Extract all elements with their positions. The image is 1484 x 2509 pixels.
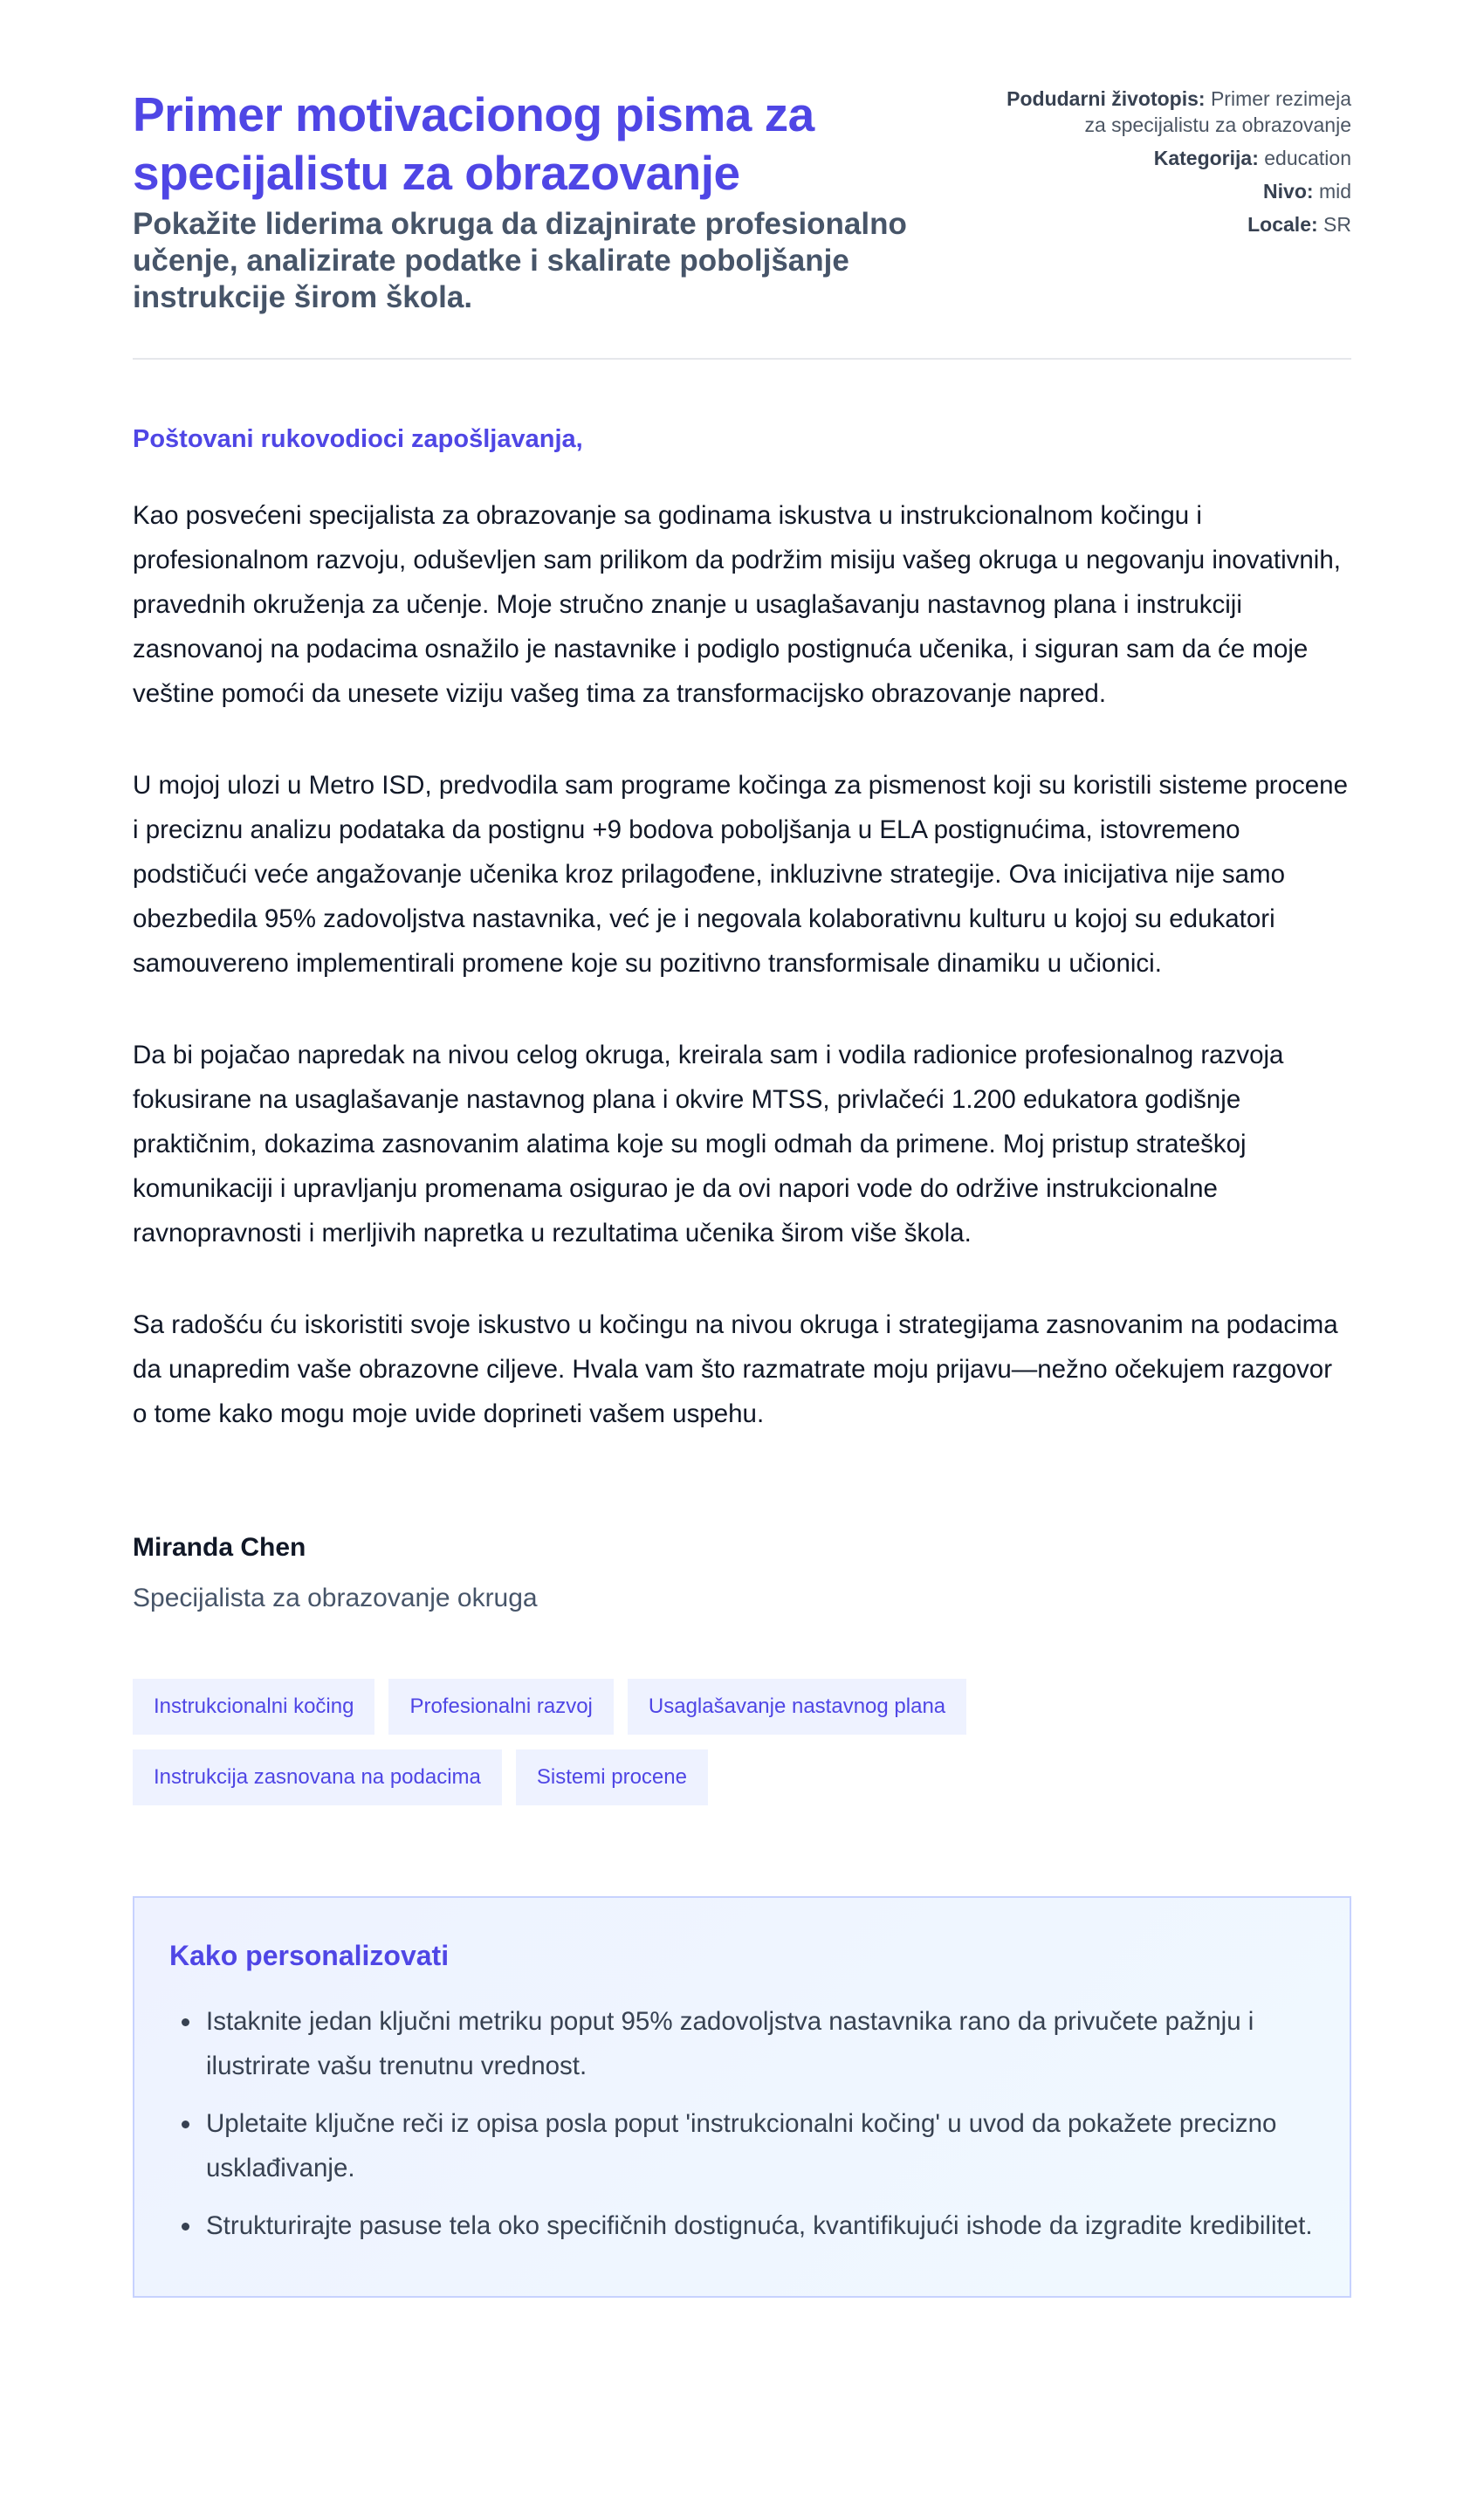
page-subtitle: Pokažite liderima okruga da dizajnirate profesionalno učenje, analizirate podatke i skalirate poboljšanje instrukcije širom škola. — [133, 207, 907, 314]
skill-tag: Profesionalni razvoj — [388, 1679, 613, 1735]
meta-category-value: education — [1264, 147, 1351, 169]
skill-tag: Sistemi procene — [516, 1749, 708, 1805]
meta-level-value: mid — [1318, 180, 1351, 203]
tip-item: • Strukturirajte pasuse tela oko specifičnih dostignuća, kvantifikujući ishode da izgradite kredibilitet. — [203, 2203, 1315, 2248]
meta-resume — [985, 86, 1351, 138]
header — [133, 0, 1351, 316]
signature — [133, 1530, 1351, 1616]
tips-list — [169, 1999, 1315, 2248]
meta-category — [985, 145, 1351, 171]
meta-category-label: Kategorija: — [1153, 147, 1259, 169]
skill-tag: Instrukcionalni kočing — [133, 1679, 374, 1735]
letter-body — [133, 493, 1351, 1436]
letter-paragraph: U mojoj ulozi u Metro ISD, predvodila sam programe kočinga za pismenost koji su koristili sisteme procene i preciznu analizu podataka da postignu +9 bodova poboljšanja u ELA postignućima, istovremeno podstičući veće angažovanje učenika kroz prilagođene, inkluzivne strategije. Ova inicijativa nije samo obezbedila 95% zadovoljstva nastavnika, već je i negovala kolaborativnu kulturu u kojoj su edukatori samouvereno implementirali promene koje su pozitivno transformisale dinamiku u učionici. — [133, 771, 1348, 978]
header-divider — [133, 358, 1351, 360]
meta-level — [985, 178, 1351, 204]
signature-role: Specijalista za obrazovanje okruga — [133, 1584, 538, 1612]
meta-resume-value: Primer rezimeja za specijalistu za obrazovanje — [1084, 87, 1351, 136]
tips-title: Kako personalizovati — [169, 1940, 450, 1971]
salutation: Poštovani rukovodioci zapošljavanja, — [133, 425, 583, 453]
header-left — [133, 86, 971, 316]
meta-locale-label: Locale: — [1247, 213, 1318, 236]
meta-locale-value: SR — [1323, 213, 1351, 236]
meta-panel — [985, 86, 1351, 244]
signature-name: Miranda Chen — [133, 1533, 306, 1562]
meta-locale — [985, 211, 1351, 237]
meta-level-label: Nivo: — [1263, 180, 1314, 203]
skill-tag: Instrukcija zasnovana na podacima — [133, 1749, 502, 1805]
meta-resume-label: Podudarni životopis: — [1007, 87, 1206, 110]
tip-item: • Upletaite ključne reči iz opisa posla poput 'instrukcionalni kočing' u uvod da pokažete precizno usklađivanje. — [203, 2101, 1315, 2190]
letter-paragraph: Da bi pojačao napredak na nivou celog okruga, kreirala sam i vodila radionice profesionalnog razvoja fokusirane na usaglašavanje nastavnog plana i okvire MTSS, privlačeći 1.200 edukatora godišnje praktičnim, dokazima zasnovanim alatima koje su mogli odmah da primene. Moj pristup strateškoj komunikaciji i upravljanju promenama osigurao je da ovi napori vode do održive instrukcionalne ravnopravnosti i merljivih napretka u rezultatima učenika širom više škola. — [133, 1041, 1284, 1248]
page-title: Primer motivacionog pisma za specijalistu za obrazovanje — [133, 87, 814, 200]
tip-item: • Istaknite jedan ključni metriku poput 95% zadovoljstva nastavnika rano da privučete pažnju i ilustrirate vašu trenutnu vrednost. — [203, 1999, 1315, 2088]
letter-paragraph: Kao posvećeni specijalista za obrazovanje sa godinama iskustva u instrukcionalnom kočingu i profesionalnom razvoju, oduševljen sam prilikom da podržim misiju vašeg okruga u negovanju inovativnih, pravednih okruženja za učenje. Moje stručno znanje u usaglašavanju nastavnog plana i instrukciji zasnovanoj na podacima osnažilo je nastavnike i podiglo postignuća učenika, i siguran sam da će moje veštine pomoći da unesete viziju vašeg tima za transformacijsko obrazovanje napred. — [133, 501, 1341, 708]
skill-tags — [133, 1679, 1093, 1805]
letter-paragraph: Sa radošću ću iskoristiti svoje iskustvo u kočingu na nivou okruga i strategijama zasnovanim na podacima da unapredim vaše obrazovne ciljeve. Hvala vam što razmatrate moju prijavu—nežno očekujem razgovor o tome kako mogu moje uvide doprineti vašem uspehu. — [133, 1310, 1338, 1428]
personalization-tips — [133, 1896, 1351, 2298]
skill-tag: Usaglašavanje nastavnog plana — [628, 1679, 966, 1735]
